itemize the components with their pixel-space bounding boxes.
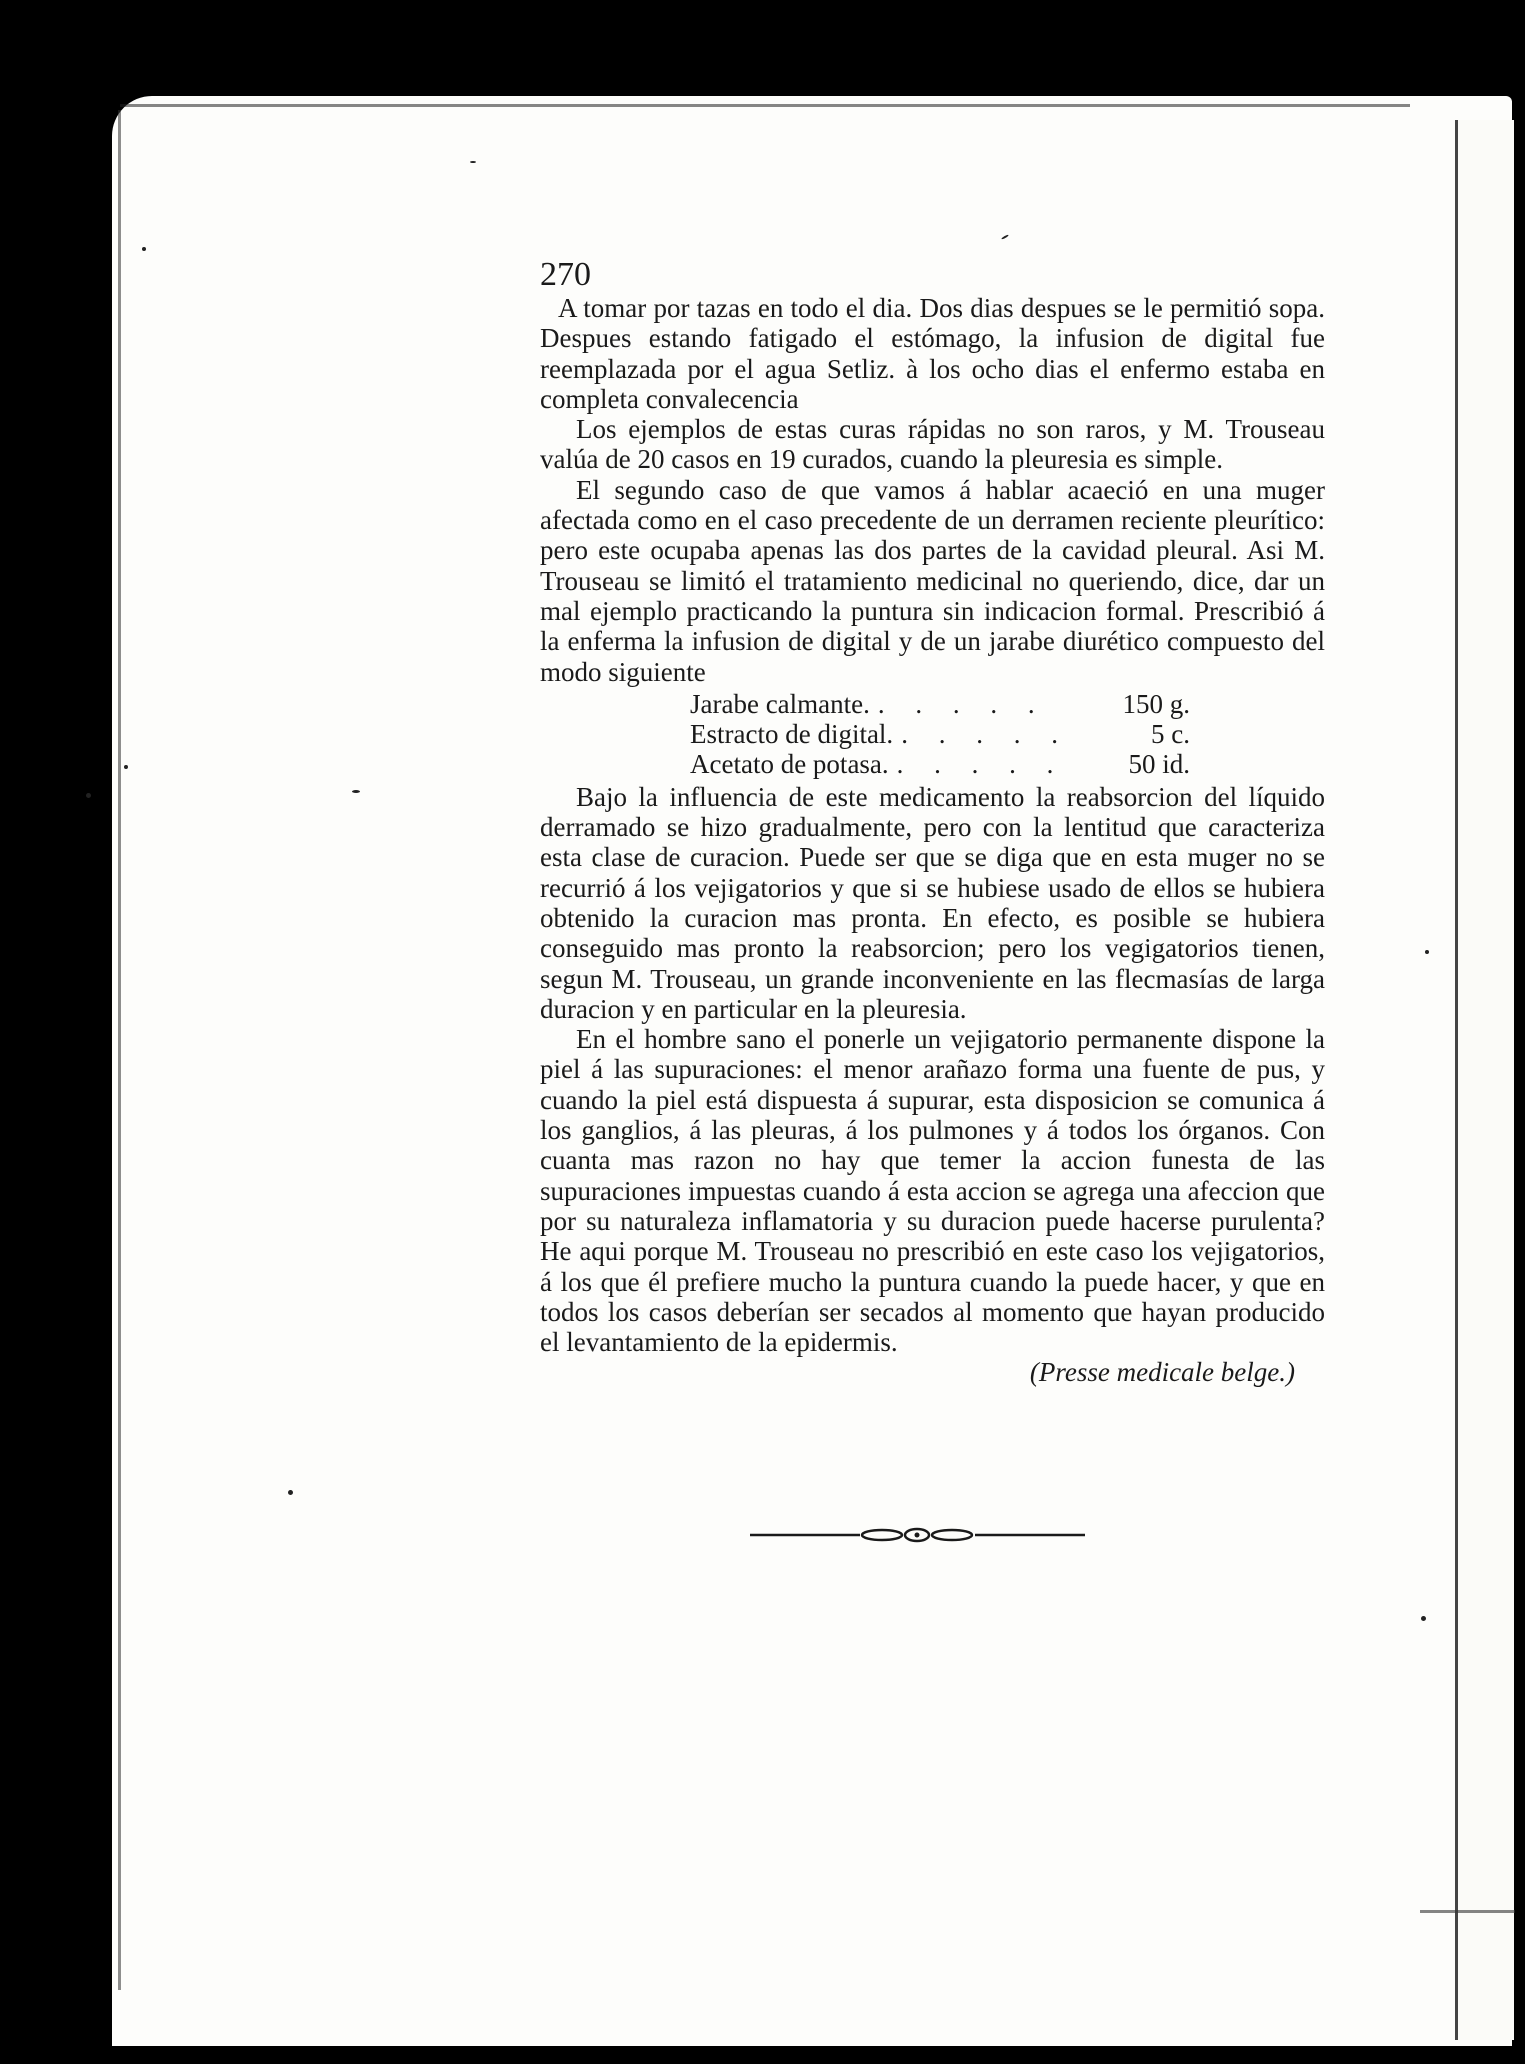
ink-speck: [86, 793, 91, 798]
ink-speck: [124, 765, 128, 769]
ink-speck: [470, 161, 476, 163]
page-left-edge: [118, 110, 133, 1990]
prescription-quantity: 150 g.: [1122, 688, 1190, 719]
adjacent-page-bottom: [1420, 1910, 1515, 1929]
prescription-item: Acetato de potasa.: [690, 749, 889, 780]
ink-speck: [1425, 950, 1429, 954]
paragraph: A tomar por tazas en todo el dia. Dos dias despues se le permitió sopa. Despues estando fatigado el estómago, la infusion de digital fue reemplazada por el agua Setliz. à los ocho dias el enfermo estaba en completa convalecencia: [540, 293, 1325, 414]
ink-speck: [142, 247, 146, 251]
prescription-item: Estracto de digital.: [690, 719, 894, 750]
dot-leader: . . . . .: [877, 688, 1047, 719]
ink-speck: [352, 790, 360, 793]
prescription-row: [690, 689, 1210, 719]
prescription-item: Jarabe calmante.: [690, 688, 870, 719]
prescription-row: [690, 719, 1210, 749]
ink-speck: [1421, 1616, 1426, 1621]
page-number: 270: [540, 256, 591, 293]
prescription-row: [690, 749, 1210, 779]
paragraph: Los ejemplos de estas curas rápidas no son raros, y M. Trouseau valúa de 20 casos en 19 curados, cuando la pleuresia es simple.: [540, 414, 1325, 475]
article-text: [540, 257, 1325, 1388]
decorative-rule-ornament: [750, 1525, 1085, 1545]
page-top-edge: [120, 104, 1410, 129]
dot-leader: . . . . .: [896, 749, 1066, 780]
paragraph: Bajo la influencia de este medicamento la reabsorcion del líquido derramado se hizo gradualmente, pero con la lentitud que caracteriza esta clase de curacion. Puede ser que se diga que en esta muger no se recurrió á los vejigatorios y que si se hubiese usado de ellos se hubiera obtenido la curacion mas pronta. En efecto, es posible se hubiera conseguido mas pronto la reabsorcion; pero los vegigatorios tienen, segun M. Trouseau, un grande inconveniente en las flecmasías de larga duracion y en particular en la pleuresia.: [540, 781, 1325, 1024]
dot-leader: . . . . .: [901, 719, 1070, 750]
ink-speck: [288, 1490, 293, 1495]
paragraph: El segundo caso de que vamos á hablar acaeció en una muger afectada como en el caso precedente de un derramen reciente pleurítico: pero este ocupaba apenas las dos partes de la cavidad pleural. Asi M. Trouseau se limitó el tratamiento medicinal no queriendo, dice, dar un mal ejemplo practicando la puntura sin indicacion formal. Prescribió á la enferma la infusion de digital y de un jarabe diurético compuesto del modo siguiente: [540, 474, 1325, 687]
prescription-quantity: 5 c.: [1151, 719, 1190, 750]
source-citation: (Presse medicale belge.): [1029, 1357, 1295, 1388]
adjacent-page-edge: [1455, 120, 1514, 2040]
paragraph: En el hombre sano el ponerle un vejigatorio permanente dispone la piel á las supuraciones: el menor arañazo forma una fuente de pus, y cuando la piel está dispuesta á supurar, esta disposicion se comunica á los ganglios, á las pleuras, á los pulmones y á todos los órganos. Con cuanta mas razon no hay que temer la accion funesta de las supuraciones impuestas cuando á esta accion se agrega una afeccion que por su naturaleza inflamatoria y su duracion puede hacerse purulenta? He aqui porque M. Trouseau no prescribió en este caso los vejigatorios, á los que él prefiere mucho la puntura cuando la puede hacer, y que en todos los casos deberían ser secados al momento que hayan producido el levantamiento de la epidermis.: [540, 1024, 1325, 1358]
prescription-list: [690, 689, 1210, 780]
prescription-quantity: 50 id.: [1128, 749, 1190, 780]
